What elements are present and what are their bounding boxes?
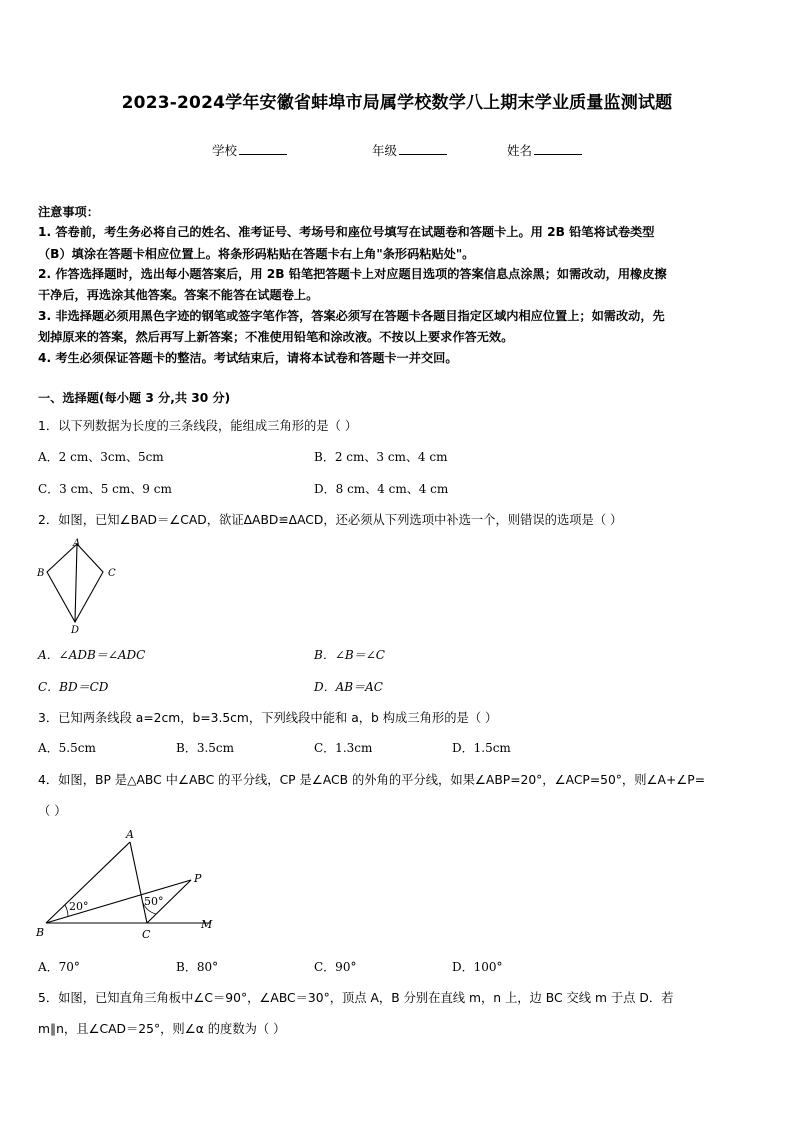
q4-segment-ac bbox=[130, 842, 147, 923]
q4-label-a: A bbox=[126, 828, 134, 841]
q2-stem: 2．如图，已知∠BAD＝∠CAD，欲证ΔABD≌ΔACD，还必须从下列选项中补选一个，则错误的选项是（ ） bbox=[38, 513, 623, 527]
q2-figure bbox=[34, 536, 124, 636]
q1-option-c: C．3 cm、5 cm、9 cm bbox=[38, 482, 172, 496]
grade-field bbox=[372, 141, 447, 159]
notes-line: 1. 答卷前，考生务必将自己的姓名、准考证号、考场号和座位号填写在试题卷和答题卡上。用 2B 铅笔将试卷类型 bbox=[38, 225, 655, 239]
q4-figure bbox=[30, 828, 230, 946]
notes-heading: 注意事项： bbox=[38, 205, 99, 219]
notes-line: 4. 考生必须保证答题卡的整洁。考试结束后，请将本试卷和答题卡一并交回。 bbox=[38, 351, 458, 365]
q1-option-d: D．8 cm、4 cm、4 cm bbox=[314, 482, 449, 496]
q2-option-d: D．AB＝AC bbox=[314, 680, 383, 694]
q3-option-a: A．5.5cm bbox=[38, 741, 96, 755]
q4-stem-line1: 4．如图，BP 是△ABC 中∠ABC 的平分线，CP 是∠ACB 的外角的平分线，如果∠ABP=20°，∠ACP=50°，则∠A+∠P= bbox=[38, 773, 705, 787]
q4-label-c: C bbox=[142, 928, 151, 941]
q2-label-b: B bbox=[37, 568, 45, 579]
notes-line: 3. 非选择题必须用黑色字迹的钢笔或签字笔作答，答案必须写在答题卡各题目指定区域内相应位置上；如需改动，先 bbox=[38, 309, 665, 323]
section-heading: 一、选择题(每小题 3 分,共 30 分) bbox=[38, 391, 231, 405]
notes-line: 2. 作答选择题时，选出每小题答案后，用 2B 铅笔把答题卡上对应题目选项的答案信息点涂黑；如需改动，用橡皮擦 bbox=[38, 267, 667, 281]
q4-option-c: C．90° bbox=[314, 960, 357, 974]
name-blank bbox=[534, 142, 582, 155]
q1-stem: 1．以下列数据为长度的三条线段，能组成三角形的是（ ） bbox=[38, 419, 358, 433]
q4-angle-50: 50° bbox=[144, 895, 164, 908]
q4-label-m: M bbox=[201, 918, 213, 931]
q5-stem-line2: m∥n，且∠CAD＝25°，则∠α 的度数为（ ） bbox=[38, 1022, 286, 1036]
q4-option-b: B．80° bbox=[176, 960, 219, 974]
q5-stem-line1: 5．如图，已知直角三角板中∠C＝90°，∠ABC＝30°，顶点 A，B 分别在直线 m，n 上，边 BC 交线 m 于点 D．若 bbox=[38, 991, 674, 1005]
q4-angle-arc-b bbox=[65, 905, 68, 917]
q2-label-d: D bbox=[71, 625, 80, 636]
q4-option-a: A．70° bbox=[38, 960, 80, 974]
grade-label: 年级 bbox=[372, 143, 398, 158]
notes-line: 干净后，再选涂其他答案。答案不能答在试题卷上。 bbox=[38, 288, 319, 302]
page-title: 2023-2024学年安徽省蚌埠市局属学校数学八上期末学业质量监测试题 bbox=[121, 93, 673, 113]
school-blank bbox=[239, 142, 287, 155]
q4-label-p: P bbox=[194, 872, 202, 885]
q1-option-a: A．2 cm、3cm、5cm bbox=[38, 450, 164, 464]
q4-angle-20: 20° bbox=[69, 900, 89, 913]
q3-option-b: B．3.5cm bbox=[176, 741, 235, 755]
notes-line: （B）填涂在答题卡相应位置上。将条形码粘贴在答题卡右上角"条形码粘贴处"。 bbox=[38, 247, 475, 261]
q2-option-a: A．∠ADB＝∠ADC bbox=[38, 648, 146, 662]
q2-option-c: C．BD＝CD bbox=[38, 680, 109, 694]
school-field bbox=[212, 141, 287, 159]
q2-option-b: B．∠B＝∠C bbox=[314, 648, 385, 662]
q4-option-d: D．100° bbox=[452, 960, 503, 974]
q2-label-c: C bbox=[108, 568, 116, 579]
q2-label-a: A bbox=[73, 538, 81, 549]
school-label: 学校 bbox=[212, 143, 238, 158]
grade-blank bbox=[399, 142, 447, 155]
name-field bbox=[507, 141, 582, 159]
q3-option-c: C．1.3cm bbox=[314, 741, 373, 755]
q3-option-d: D．1.5cm bbox=[452, 741, 511, 755]
q3-stem: 3．已知两条线段 a=2cm，b=3.5cm，下列线段中能和 a，b 构成三角形的是（ ） bbox=[38, 711, 498, 725]
q4-label-b: B bbox=[36, 926, 45, 939]
name-label: 姓名 bbox=[507, 143, 533, 158]
q1-option-b: B．2 cm、3 cm、4 cm bbox=[314, 450, 448, 464]
q2-diagonal-ad bbox=[75, 544, 77, 622]
notes-line: 划掉原来的答案，然后再写上新答案；不准使用铅笔和涂改液。不按以上要求作答无效。 bbox=[38, 330, 514, 344]
q4-stem-line2: （ ） bbox=[38, 804, 67, 818]
